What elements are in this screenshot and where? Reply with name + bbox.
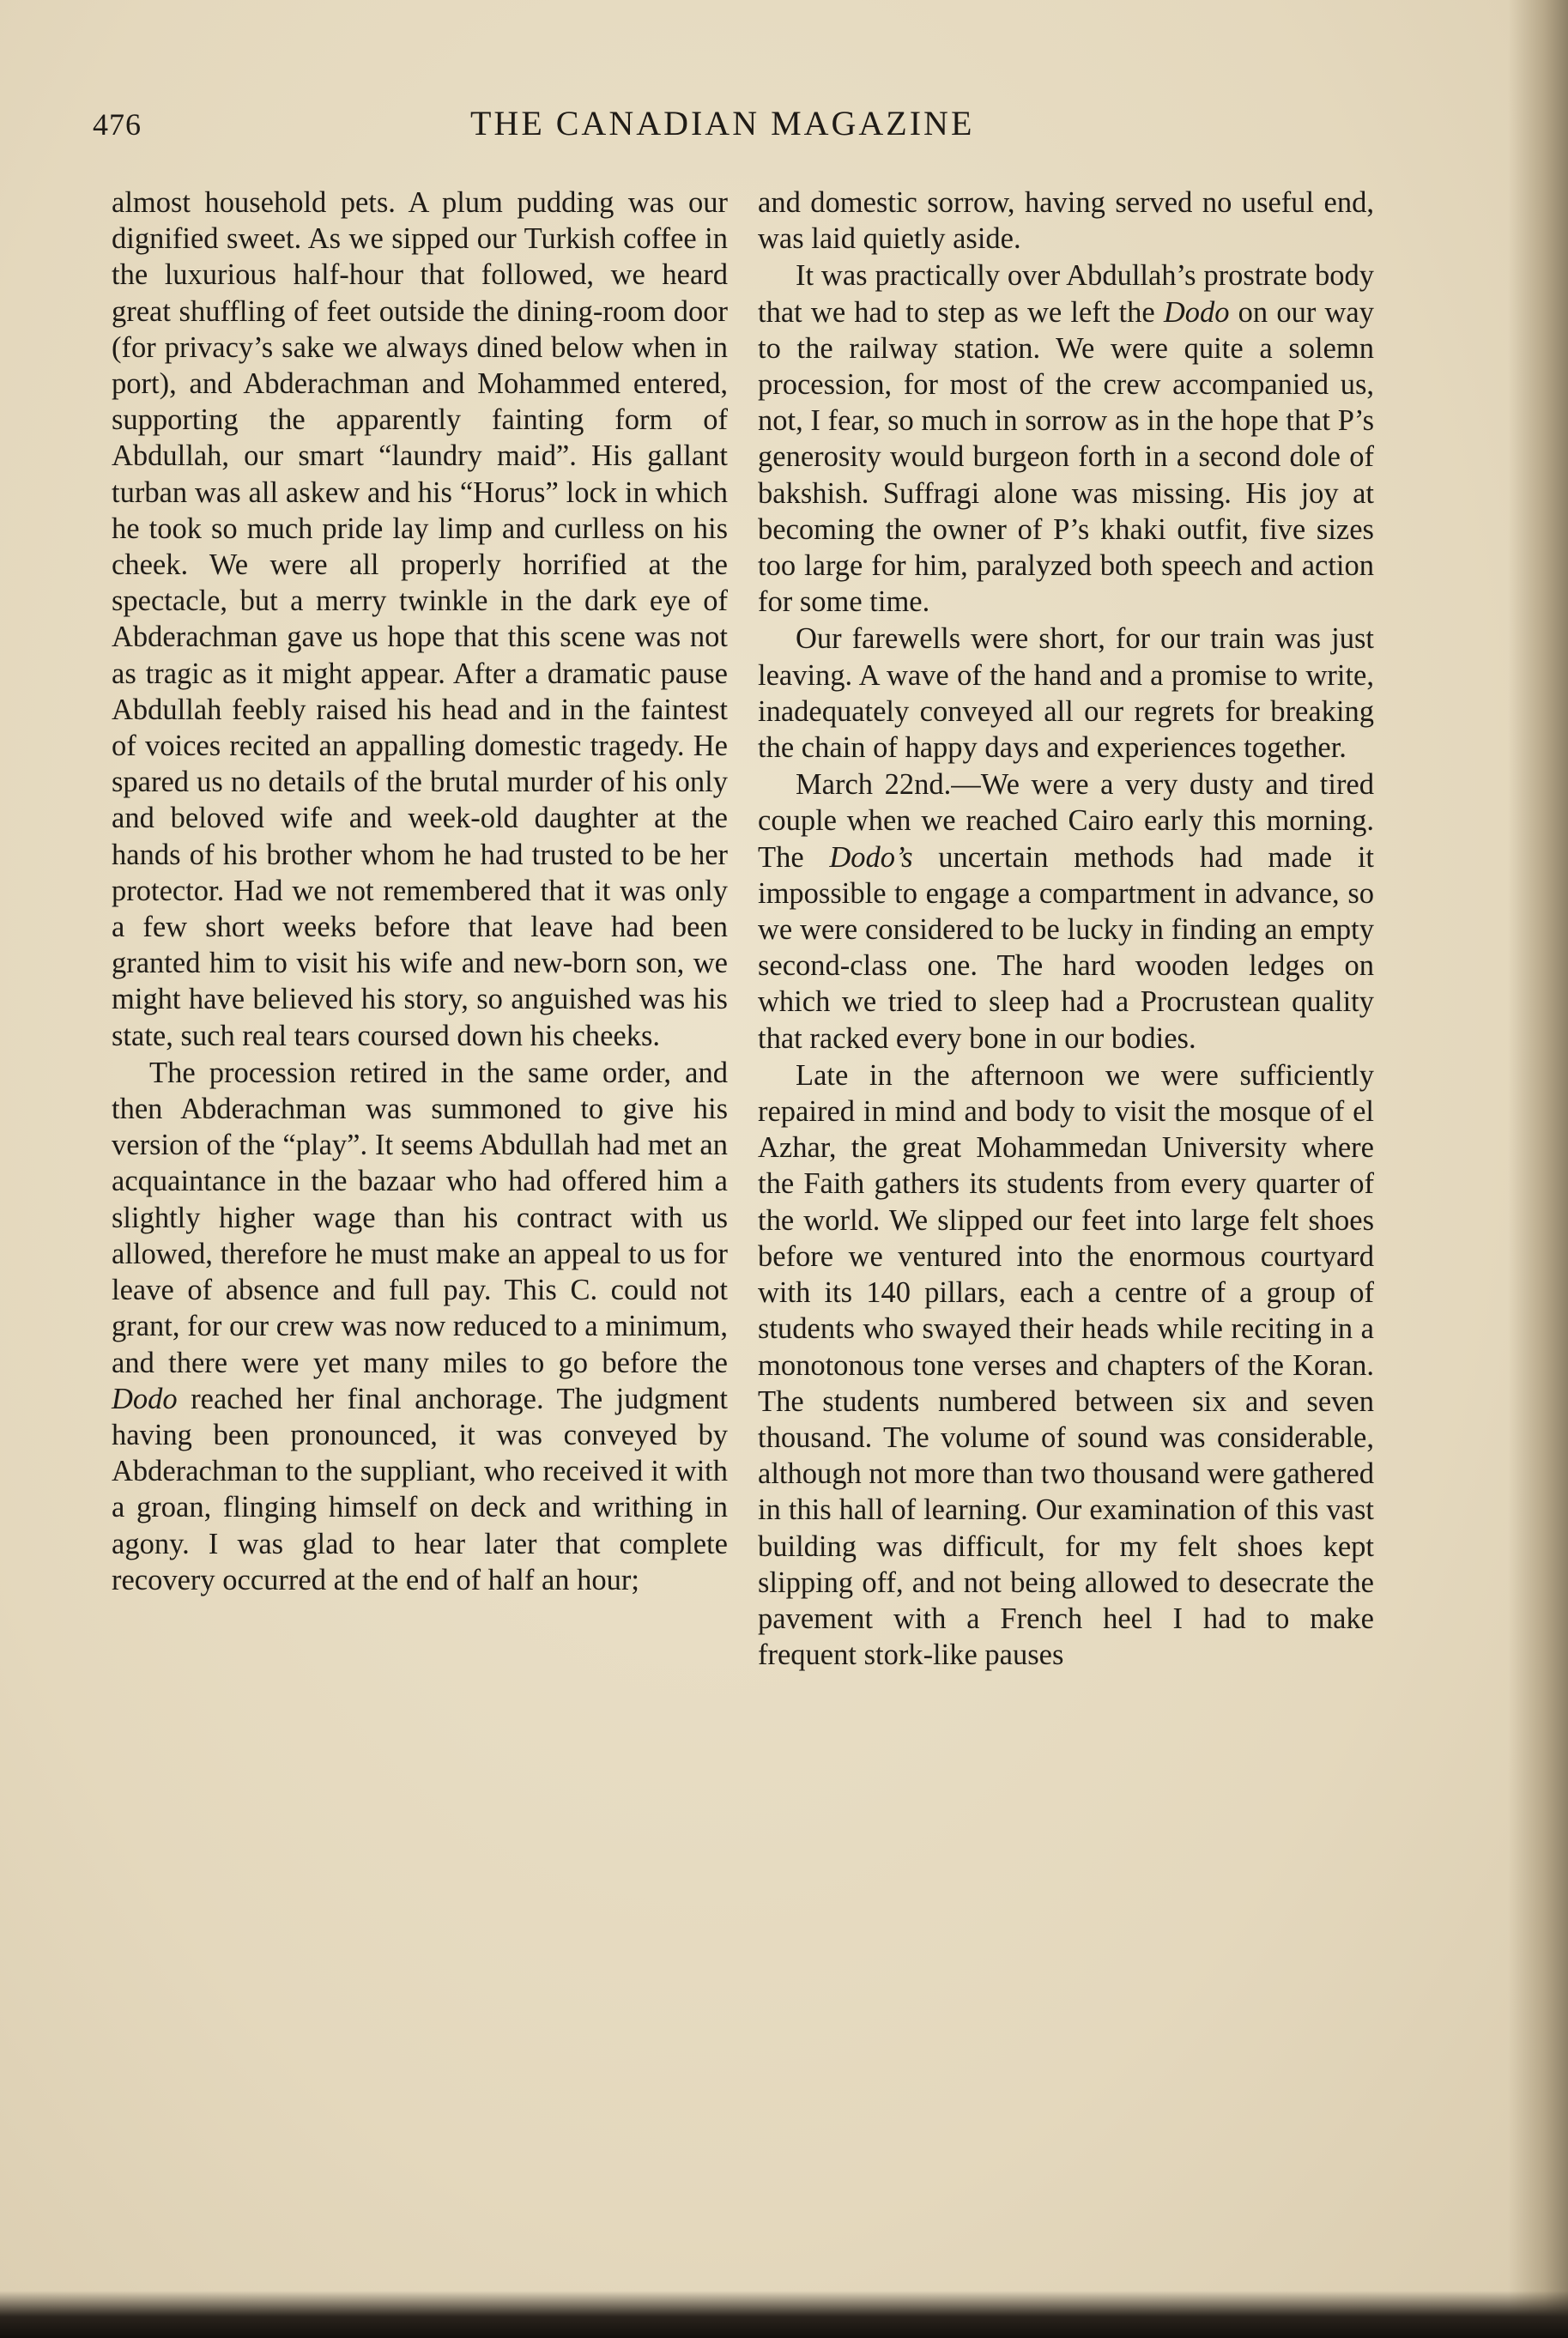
left-column — [112, 185, 728, 1598]
ship-name: Dodo’s — [829, 840, 913, 874]
page-shadow-right — [1508, 0, 1568, 2338]
ship-name: Dodo — [1163, 295, 1230, 329]
paragraph — [758, 1057, 1374, 1673]
paragraph-text: March 22nd.—We were a very dusty and tired couple when we reached Cairo early this morning. The — [758, 768, 1374, 874]
paragraph — [758, 766, 1374, 1057]
ship-name: Dodo — [112, 1382, 178, 1415]
magazine-title: THE CANADIAN MAGAZINE — [470, 104, 975, 142]
paragraph-text: and domestic sorrow, having served no useful end, was laid quietly aside. — [758, 186, 1374, 256]
paragraph — [112, 1055, 728, 1598]
running-head — [93, 103, 1380, 151]
paragraph — [112, 185, 728, 1054]
paragraph-text: The procession retired in the same order, and then Abderachman was summoned to give his version of the “play”. It seems Abdullah had met an acquaintance in the bazaar who had offered him a slightly higher wage than his contract with us allowed, therefore he must make an appeal to us for leave of absence and full pay. This C. could not grant, for our crew was now reduced to a minimum, and there were yet many miles to go before the — [112, 1056, 728, 1379]
page-number: 476 — [93, 107, 142, 142]
paragraph — [758, 621, 1374, 766]
paragraph — [758, 185, 1374, 257]
paragraph-text: almost household pets. A plum pudding was our dignified sweet. As we sipped our Turkish coffee in the luxurious half-hour that followed, we heard great shuffling of feet outside the dining-room door (for privacy’s sake we always dined below when in port), and Abderachman and Mohammed entered, supporting the apparently fainting form of Abdullah, our smart “laundry maid”. His gallant turban was all askew and his “Horus” lock in which he took so much pride lay limp and curlless on his cheek. We were all properly horrified at the spectacle, but a merry twinkle in the dark eye of Abderachman gave us hope that this scene was not as tragic as it might appear. After a dramatic pause Abdullah feebly raised his head and in the faintest of voices recited an appalling domestic tragedy. He spared us no details of the brutal murder of his only and beloved wife and week-old daughter at the hands of his brother whom he had trusted to be her protector. Had we not remembered that it was only a few short weeks before that leave had been granted him to visit his wife and new-born son, we might have believed his story, so anguished was his state, such real tears coursed down his cheeks. — [112, 186, 728, 1052]
paragraph-text: uncertain methods had made it impossible to engage a compartment in advance, so we were considered to be lucky in finding an empty second-class one. The hard wooden ledges on which we tried to sleep had a Procrustean quality that racked every bone in our bodies. — [758, 840, 1375, 1055]
paragraph-text: on our way to the railway station. We were quite a solemn procession, for most of the crew accompanied us, not, I fear, so much in sorrow as in the hope that P’s generosity would burgeon forth in a second dole of bakshish. Suffragi alone was missing. His joy at becoming the owner of P’s khaki outfit, five sizes too large for him, paralyzed both speech and action for some time. — [758, 295, 1374, 619]
paragraph — [758, 257, 1374, 620]
paragraph-text: Our farewells were short, for our train was just leaving. A wave of the hand and a promise to write, inadequately conveyed all our regrets for breaking the chain of happy days and experiences together. — [758, 622, 1374, 765]
paragraph-text: Late in the afternoon we were sufficiently repaired in mind and body to visit the mosque of el Azhar, the great Mohammedan University where the Faith gathers its students from every quarter of the world. We slipped our feet into large felt shoes before we ventured into the enormous courtyard with its 140 pillars, each a centre of a group of students who swayed their heads while reciting in a monotonous tone verses and chapters of the Koran. The students numbered between six and seven thousand. The volume of sound was considerable, although not more than two thousand were gathered in this hall of learning. Our examination of this vast building was difficult, for my felt shoes kept slipping off, and not being allowed to desecrate the pavement with a French heel I had to make frequent stork-like pauses — [758, 1058, 1374, 1672]
paragraph-text: It was practically over Abdullah’s prostrate body that we had to step as we left the — [758, 259, 1374, 329]
page-shadow-bottom — [0, 2291, 1568, 2338]
paragraph-text: reached her final anchorage. The judgment having been pronounced, it was conveyed by Abderachman to the suppliant, who received it with a groan, flinging himself on deck and writhing in agony. I was glad to hear later that complete recovery occurred at the end of half an hour; — [112, 1382, 728, 1596]
right-column — [758, 185, 1374, 1673]
